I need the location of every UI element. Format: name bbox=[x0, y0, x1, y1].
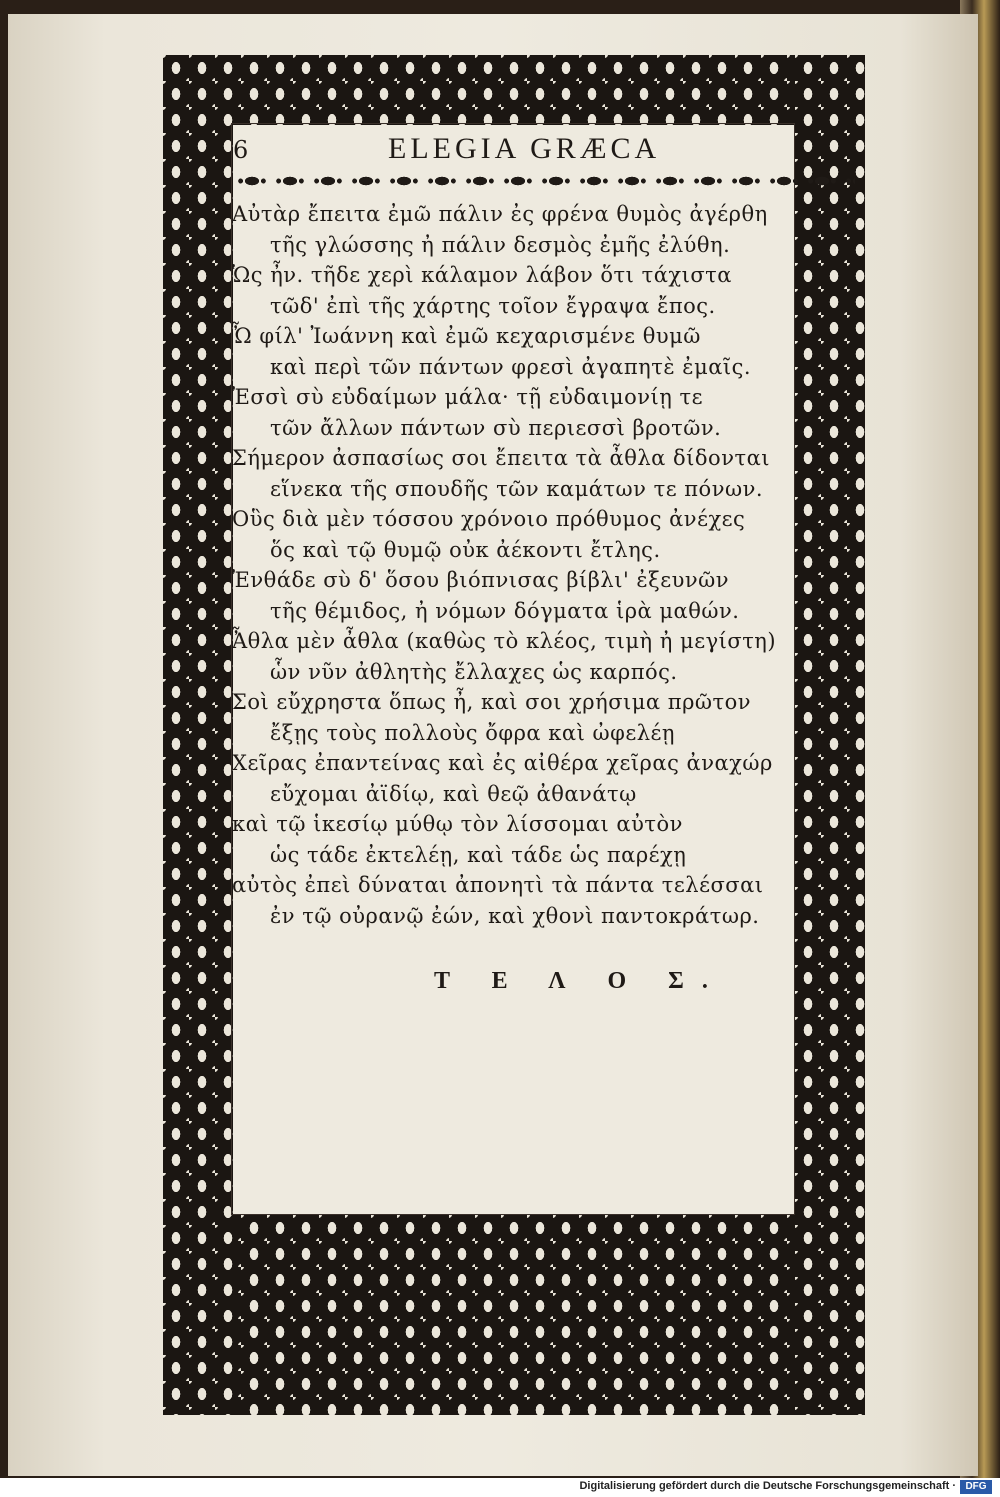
verse-line: τῆς θέμιδος, ἠ νόμων δόγματα ἱρὰ μαθών. bbox=[270, 598, 740, 623]
running-title: ELEGIA GRÆCA bbox=[388, 132, 661, 165]
verse-line: εὔχομαι ἀϊδίῳ, καὶ θεῷ ἀθανάτῳ bbox=[270, 781, 637, 806]
verse-line: ὡς τάδε ἐκτελέῃ, καὶ τάδε ὡς παρέχῃ bbox=[270, 842, 687, 867]
verse-line: εἵνεκα τῆς σπουδῆς τῶν καμάτων τε πόνων. bbox=[270, 476, 764, 501]
verse-line: Χεῖρας ἐπαντείνας καὶ ἐς αἰθέρα χεῖρας ἀναχώρ bbox=[232, 751, 773, 775]
frame-border-bottom bbox=[163, 1215, 865, 1415]
verse-line: τῶν ἄλλων πάντων σὺ περιεσσὶ βροτῶν. bbox=[270, 415, 722, 440]
verse-line: ὧν νῦν ἀθλητὴς ἔλλαχες ὡς καρπός. bbox=[270, 659, 678, 684]
verse-line: καὶ τῷ ἱκεσίῳ μύθῳ τὸν λίσσομαι αὐτὸν bbox=[232, 812, 683, 836]
finis-label: Τ Ε Λ Ο Σ. bbox=[434, 968, 726, 994]
verse-line: Αὐτὰρ ἔπειτα ἐμῶ πάλιν ἐς φρένα θυμὸς ἀγέρθη bbox=[232, 202, 768, 226]
verse-line: τῶδ' ἐπὶ τῆς χάρτης τοῖον ἔγραψα ἔπος. bbox=[270, 293, 716, 318]
verse-line: Ὦ φίλ' Ἰωάννη καὶ ἐμῶ κεχαρισμένε θυμῶ bbox=[232, 324, 701, 348]
verse-line: Ἐσσὶ σὺ εὐδαίμων μάλα· τῇ εὐδαιμονίῃ τε bbox=[232, 385, 703, 409]
verse-line: Σοὶ εὔχρηστα ὅπως ἦ, καὶ σοι χρήσιμα πρῶτον bbox=[232, 690, 752, 714]
frame-border-left bbox=[163, 55, 233, 1415]
verse-line: τῆς γλώσσης ἠ πάλιν δεσμὸς ἐμῆς ἐλύθη. bbox=[270, 232, 731, 257]
verse-line: ἐν τῷ οὐρανῷ ἐών, καὶ χθονὶ παντοκράτωρ. bbox=[270, 903, 760, 928]
verse-line: Ὡς ἦν. τῆδε χερὶ κάλαμον λάβον ὅτι τάχιστα bbox=[232, 263, 732, 287]
frame-border-right bbox=[795, 55, 865, 1415]
page-number: 6 bbox=[233, 136, 249, 164]
verse-line: Ἆθλα μὲν ἆθλα (καθὼς τὸ κλέος, τιμὴ ἠ μεγίστη) bbox=[232, 629, 777, 653]
verse-line: καὶ περὶ τῶν πάντων φρεσὶ ἀγαπητὲ ἐμαῖς. bbox=[270, 354, 752, 379]
verse-line: Ἐνθάδε σὺ δ' ὅσου βιόπνισας βίβλι' ἐξευνῶν bbox=[232, 568, 730, 592]
verse-line: Σήμερον ἀσπασίως σοι ἔπειτα τὰ ἆθλα δίδονται bbox=[232, 446, 770, 470]
verse-line: αὐτὸς ἐπεὶ δύναται ἀπονητὶ τὰ πάντα τελέσσαι bbox=[232, 873, 764, 897]
verse-line: ὅς καὶ τῷ θυμῷ οὐκ ἀέκοντι ἔτλης. bbox=[270, 537, 661, 562]
dfg-logo: DFG bbox=[960, 1480, 992, 1494]
frame-border-top bbox=[163, 55, 865, 125]
verse-line: ἔξῃς τοὺς πολλοὺς ὄφρα καὶ ὠφελέῃ bbox=[270, 720, 675, 745]
footer-credit: Digitalisierung gefördert durch die Deutsche Forschungsgemeinschaft · bbox=[579, 1480, 956, 1492]
headpiece-ornament bbox=[233, 172, 855, 190]
verse-line: Οὓς διὰ μὲν τόσσου χρόνοιο πρόθυμος ἀνέχες bbox=[232, 507, 746, 531]
